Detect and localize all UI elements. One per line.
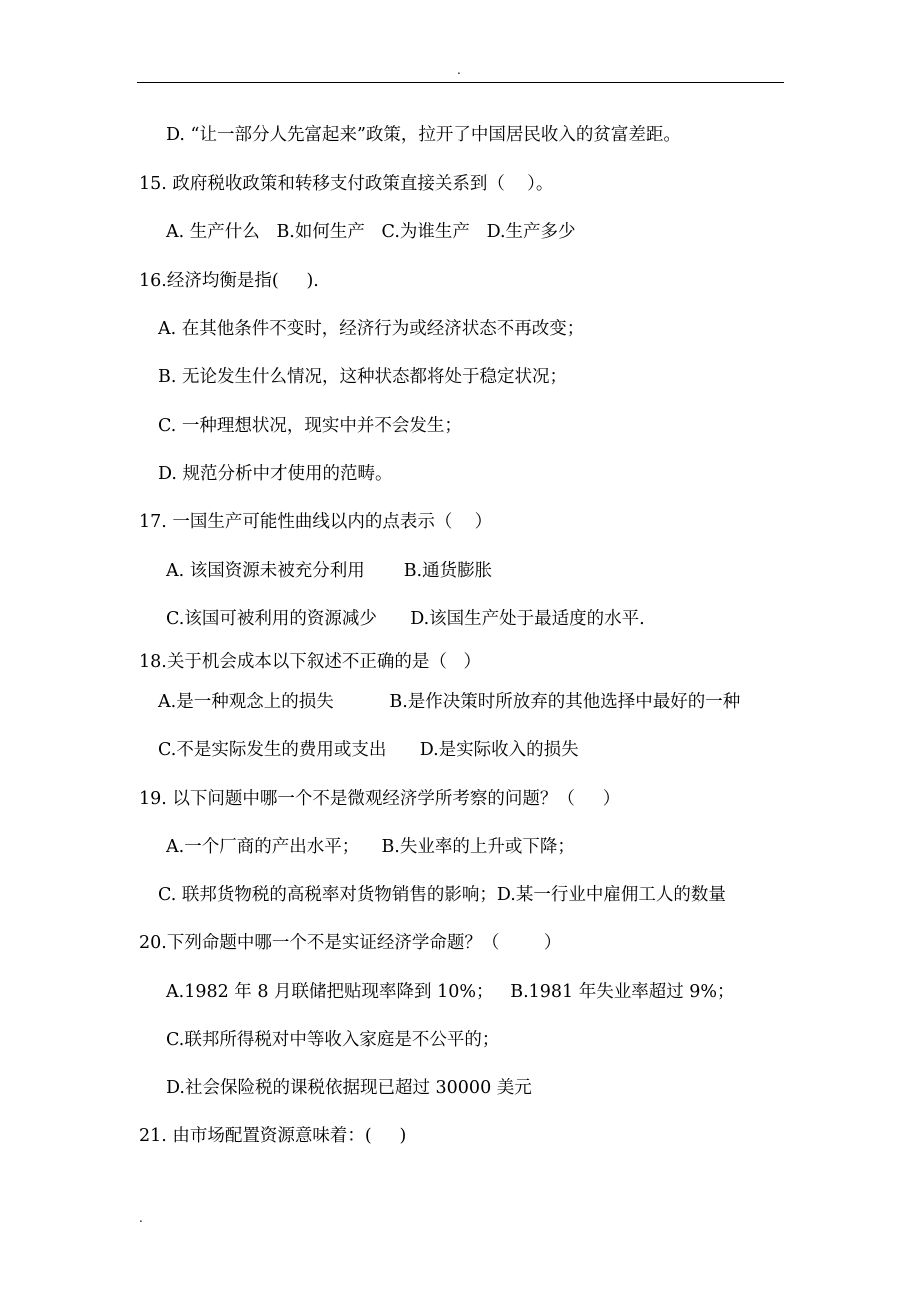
question-18: 18.关于机会成本以下叙述不正确的是（ ） <box>139 652 482 672</box>
q17-options-ab: A. 该国资源未被充分利用 B.通货膨胀 <box>166 561 493 581</box>
q19-options-ab: A.一个厂商的产出水平； B.失业率的上升或下降； <box>166 837 575 857</box>
question-15: 15. 政府税收政策和转移支付政策直接关系到（ ）。 <box>139 174 554 194</box>
q20-option-c: C.联邦所得税对中等收入家庭是不公平的； <box>166 1030 500 1050</box>
q19-options-cd: C. 联邦货物税的高税率对货物销售的影响；D.某一行业中雇佣工人的数量 <box>158 885 726 905</box>
footer-mark: . <box>139 1211 143 1225</box>
question-19: 19. 以下问题中哪一个不是微观经济学所考察的问题？（ ） <box>139 789 621 809</box>
q20-options-ab: A.1982 年 8 月联储把贴现率降到 10%； B.1981 年失业率超过 9%； <box>166 982 735 1002</box>
q17-options-cd: C.该国可被利用的资源减少 D.该国生产处于最适度的水平. <box>166 609 645 629</box>
q14-option-d: D. “让一部分人先富起来”政策，拉开了中国居民收入的贫富差距。 <box>166 125 681 145</box>
q18-options-cd: C.不是实际发生的费用或支出 D.是实际收入的损失 <box>158 740 579 760</box>
q16-option-a: A. 在其他条件不变时，经济行为或经济状态不再改变； <box>158 319 585 339</box>
q18-options-ab: A.是一种观念上的损失 B.是作决策时所放弃的其他选择中最好的一种 <box>158 692 741 712</box>
q16-option-d: D. 规范分析中才使用的范畴。 <box>158 464 393 484</box>
question-20: 20.下列命题中哪一个不是实证经济学命题？（ ） <box>139 933 562 953</box>
q20-option-d: D.社会保险税的课税依据现已超过 30000 美元 <box>166 1078 532 1098</box>
question-16: 16.经济均衡是指( ). <box>139 271 319 291</box>
q16-option-b: B. 无论发生什么情况，这种状态都将处于稳定状况； <box>158 367 567 387</box>
header-rule <box>137 82 784 83</box>
header-mark: . <box>457 63 461 77</box>
question-17: 17. 一国生产可能性曲线以内的点表示（ ） <box>139 512 493 532</box>
q15-options: A. 生产什么 B.如何生产 C.为谁生产 D.生产多少 <box>166 222 576 242</box>
question-21: 21. 由市场配置资源意味着：( ) <box>139 1126 407 1146</box>
q16-option-c: C. 一种理想状况，现实中并不会发生； <box>158 416 462 436</box>
